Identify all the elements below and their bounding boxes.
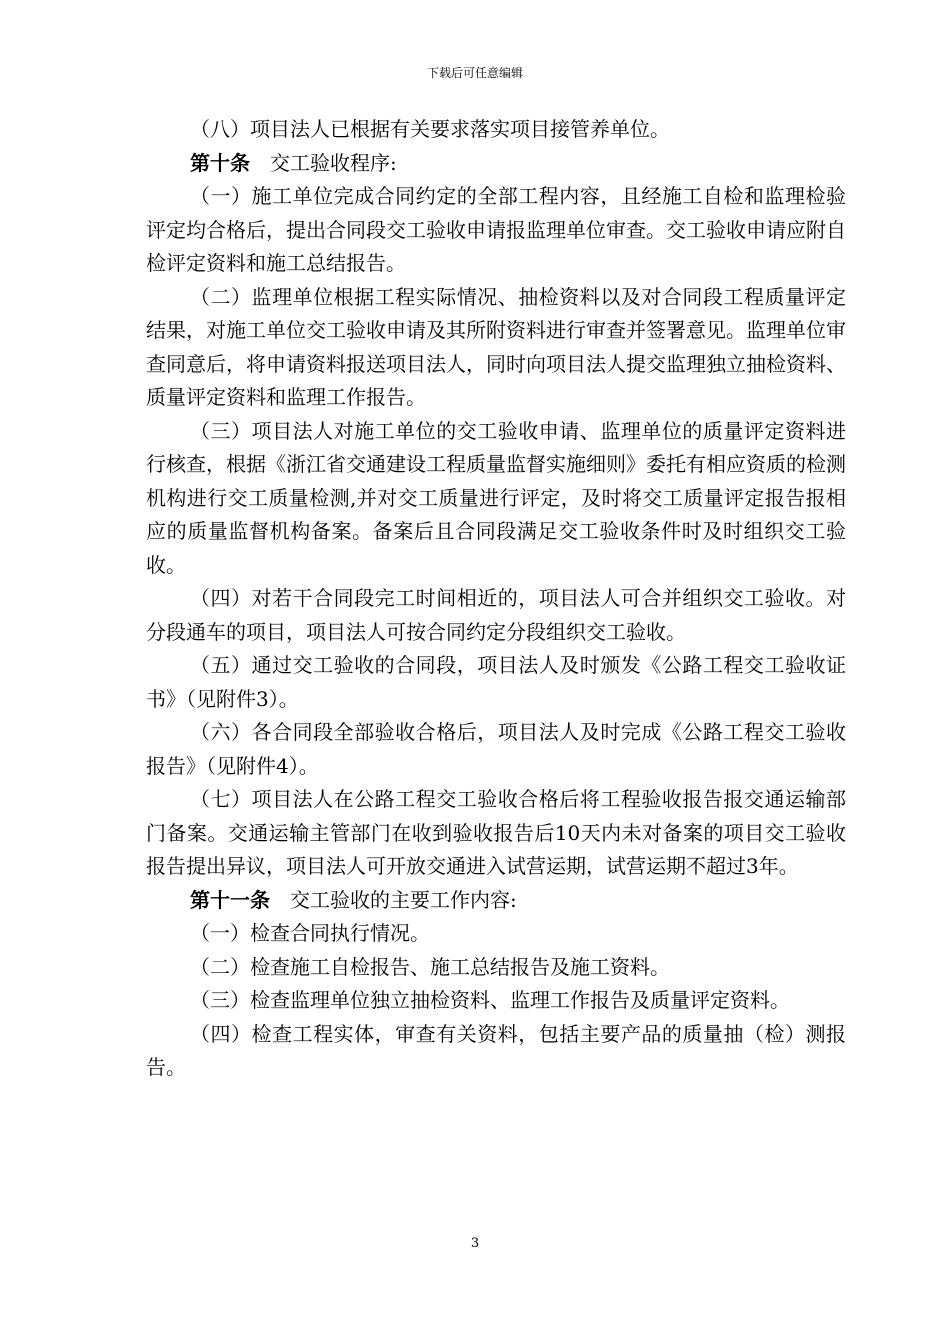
page-number: 3 [470, 1236, 480, 1251]
paragraph: （一）检查合同执行情况。 [190, 921, 430, 945]
paragraph: （四）检查工程实体，审查有关资料，包括主要产品的质量抽（检）测报告。 [146, 1021, 846, 1079]
paragraph: （五）通过交工验收的合同段，项目法人及时颁发《公路工程交工验收证书》（见附件3）。 [146, 653, 846, 711]
paragraph: （一）施工单位完成合同约定的全部工程内容，且经施工自检和监理检验评定均合格后，提出合同段交工验收申请报监理单位审查。交工验收申请应附自检评定资料和施工总结报告。 [146, 184, 846, 275]
document-body [146, 113, 846, 1085]
paragraph: （八）项目法人已根据有关要求落实项目接管养单位。 [190, 117, 670, 141]
article-heading [146, 884, 846, 918]
page-header: 下载后可任意编辑 [426, 66, 523, 80]
article-heading [146, 147, 846, 181]
article-text: 交工验收的主要工作内容: [290, 887, 517, 912]
article-title: 第十条 [190, 150, 250, 175]
article-text: 交工验收程序: [270, 150, 397, 175]
paragraph: （二）检查施工自检报告、施工总结报告及施工资料。 [190, 954, 670, 979]
paragraph: （三）检查监理单位独立抽检资料、监理工作报告及质量评定资料。 [190, 988, 790, 1012]
paragraph: （二）监理单位根据工程实际情况、抽检资料以及对合同段工程质量评定结果，对施工单位交工验收申请及其所附资料进行审查并签署意见。监理单位审查同意后，将申请资料报送项目法人，同时向项目法人提交监理独立抽检资料、质量评定资料和监理工作报告。 [146, 284, 846, 409]
paragraph: （六）各合同段全部验收合格后，项目法人及时完成《公路工程交工验收报告》（见附件4）。 [146, 720, 846, 778]
paragraph: （七）项目法人在公路工程交工验收合格后将工程验收报告报交通运输部门备案。交通运输主管部门在收到验收报告后10天内未对备案的项目交工验收报告提出异议，项目法人可开放交通进入试营运期，试营运期不超过3年。 [146, 787, 846, 878]
paragraph: （三）项目法人对施工单位的交工验收申请、监理单位的质量评定资料进行核查，根据《浙江省交通建设工程质量监督实施细则》委托有相应资质的检测机构进行交工质量检测,并对交工质量进行评定，及时将交工质量评定报告报相应的质量监督机构备案。备案后且合同段满足交工验收条件时及时组织交工验收。 [146, 418, 846, 577]
paragraph: （四）对若干合同段完工时间相近的，项目法人可合并组织交工验收。对分段通车的项目，项目法人可按合同约定分段组织交工验收。 [146, 586, 846, 644]
article-title: 第十一条 [190, 887, 270, 912]
